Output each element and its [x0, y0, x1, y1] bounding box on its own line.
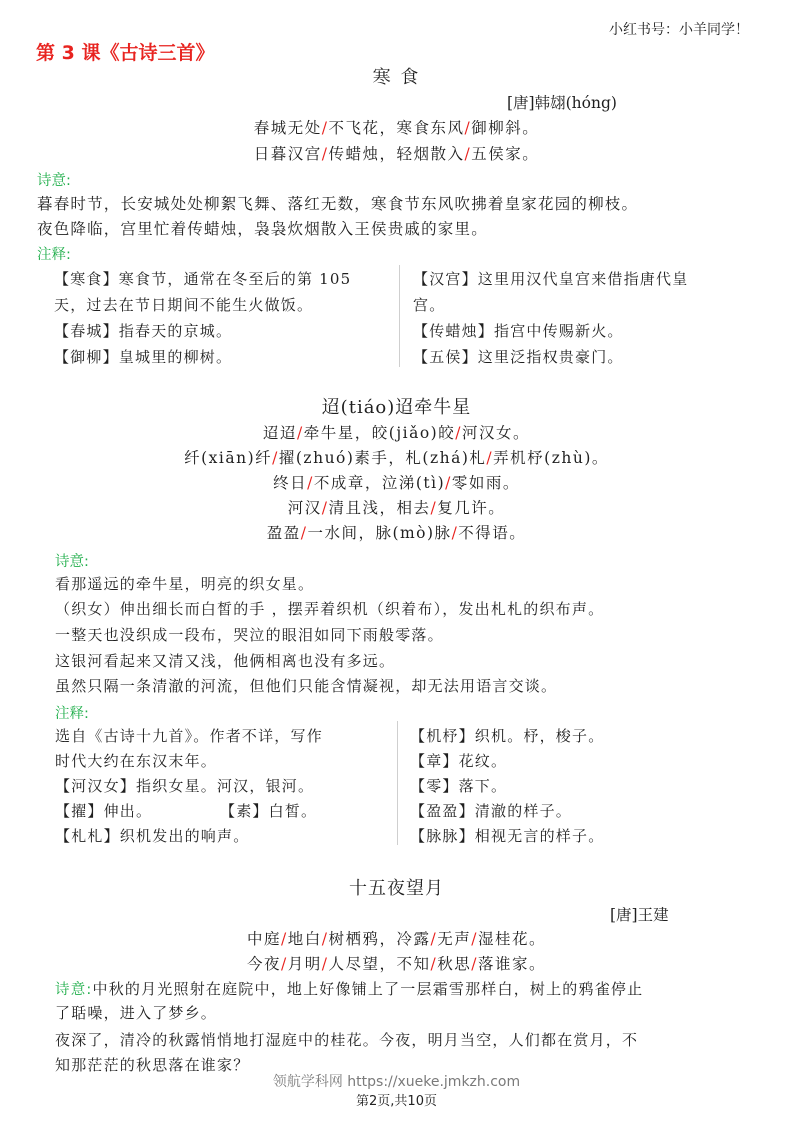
- pause-mark: /: [321, 145, 329, 163]
- page-number: 第2页,共10页: [356, 1094, 437, 1109]
- poem2-note-left-1: 选自《古诗十九首》。作者不详，写作: [55, 727, 323, 745]
- poem3-meaning-4: 知那茫茫的秋思落在谁家？: [55, 1056, 250, 1074]
- pause-mark: /: [321, 119, 329, 137]
- pause-mark: /: [430, 930, 438, 948]
- pause-mark: /: [321, 955, 329, 973]
- pause-mark: /: [471, 955, 478, 973]
- poem3-author: [唐]王建: [610, 906, 669, 924]
- poem3-line-1: 中庭/地白/树栖鸦，冷露/无声/湿桂花。: [246, 930, 546, 948]
- pause-mark: /: [321, 499, 329, 517]
- poem2-line-1: 迢迢/牵牛星，皎(jiǎo)皎/河汉女。: [263, 424, 530, 442]
- pause-mark: /: [321, 930, 329, 948]
- pause-mark: /: [281, 955, 288, 973]
- poem1-meaning-1: 暮春时节，长安城处处柳絮飞舞、落红无数，寒食节东风吹拂着皇家花园的柳枝。: [37, 195, 639, 213]
- poem2-note-right-2: 【章】花纹。: [410, 752, 508, 770]
- pause-mark: /: [464, 145, 472, 163]
- poem2-note-right-4: 【盈盈】清澈的样子。: [410, 802, 573, 820]
- pause-mark: /: [300, 524, 308, 542]
- poem2-meaning-label: 诗意:: [55, 554, 89, 570]
- pause-mark: /: [272, 449, 279, 467]
- poem3-meaning-1: 诗意:中秋的月光照射在庭院中，地上好像铺上了一层霜雪那样白，树上的鸦雀停止: [55, 980, 644, 998]
- poem2-line-5: 盈盈/一水间，脉(mò)脉/不得语。: [266, 524, 527, 542]
- poem2-meaning-5: 虽然只隔一条清澈的河流，但他们只能含情凝视，却无法用语言交谈。: [55, 677, 558, 695]
- poem1-notes-divider: [399, 265, 400, 367]
- poem1-author: [唐]韩翃(hóng): [507, 94, 617, 112]
- pause-mark: /: [307, 474, 314, 492]
- poem1-title: 寒 食: [372, 67, 421, 88]
- poem2-note-right-5: 【脉脉】相视无言的样子。: [410, 827, 605, 845]
- poem2-note-left-6: 【札札】织机发出的响声。: [55, 827, 250, 845]
- poem2-meaning-2: （织女）伸出细长而白皙的手 ，摆弄着织机（织着布），发出札札的织布声。: [55, 600, 605, 618]
- pause-mark: /: [430, 955, 438, 973]
- pause-mark: /: [430, 499, 438, 517]
- poem2-line-4: 河汉/清且浅，相去/复几许。: [287, 499, 506, 517]
- poem2-note-right-3: 【零】落下。: [410, 777, 508, 795]
- poem1-note-left-2: 天，过去在节日期间不能生火做饭。: [54, 296, 314, 314]
- poem3-meaning-2: 了聒噪，进入了梦乡。: [55, 1004, 218, 1022]
- poem3-title: 十五夜望月: [349, 878, 444, 899]
- poem2-title: 迢(tiáo)迢牵牛星: [321, 397, 472, 418]
- pause-mark: /: [297, 424, 304, 442]
- poem2-note-right-1: 【机杼】织机。杼，梭子。: [410, 727, 605, 745]
- poem1-note-right-4: 【五侯】这里泛指权贵豪门。: [413, 348, 624, 366]
- pause-mark: /: [486, 449, 494, 467]
- poem1-note-left-3: 【春城】指春天的京城。: [54, 322, 233, 340]
- pause-mark: /: [471, 930, 478, 948]
- poem1-meaning-2: 夜色降临，宫里忙着传蜡烛，袅袅炊烟散入王侯贵戚的家里。: [37, 220, 488, 238]
- poem1-note-left-4: 【御柳】皇城里的柳树。: [54, 348, 233, 366]
- poem1-note-left-1: 【寒食】寒食节，通常在冬至后的第 105: [54, 270, 352, 288]
- footer-watermark: 领航学科网 https://xueke.jmkzh.com: [272, 1074, 521, 1090]
- poem2-line-3: 终日/不成章，泣涕(tì)/零如雨。: [273, 474, 520, 492]
- poem2-note-left-2: 时代大约在东汉末年。: [55, 752, 218, 770]
- poem1-note-right-3: 【传蜡烛】指宫中传赐新火。: [413, 322, 624, 340]
- poem2-meaning-3: 一整天也没织成一段布，哭泣的眼泪如同下雨般零落。: [55, 626, 444, 644]
- poem3-line-2: 今夜/月明/人尽望，不知/秋思/落谁家。: [246, 955, 546, 973]
- poem3-meaning-label: 诗意:: [55, 982, 93, 998]
- poem1-line-1: 春城无处/不飞花，寒食东风/御柳斜。: [253, 119, 540, 137]
- poem1-meaning-label: 诗意:: [37, 173, 71, 189]
- poem2-note-left-3: 【河汉女】指织女星。河汉，银河。: [55, 777, 315, 795]
- source-tag: 小红书号：小羊同学！: [609, 22, 749, 38]
- poem2-notes-divider: [397, 721, 398, 845]
- pause-mark: /: [455, 424, 462, 442]
- poem2-notes-label: 注释:: [55, 706, 89, 722]
- poem2-meaning-4: 这银河看起来又清又浅，他俩相离也没有多远。: [55, 652, 396, 670]
- poem1-note-right-2: 宫。: [413, 296, 446, 314]
- lesson-title: 第 3 课《古诗三首》: [36, 42, 215, 64]
- poem2-note-left-5: 【素】白皙。: [220, 802, 318, 820]
- poem2-note-left-4: 【擢】伸出。: [55, 802, 153, 820]
- poem2-line-2: 纤(xiān)纤/擢(zhuó)素手，札(zhá)札/弄机杼(zhù)。: [184, 449, 609, 467]
- poem1-line-2: 日暮汉宫/传蜡烛，轻烟散入/五侯家。: [253, 145, 540, 163]
- pause-mark: /: [464, 119, 472, 137]
- pause-mark: /: [281, 930, 288, 948]
- poem1-notes-label: 注释:: [37, 247, 71, 263]
- pause-mark: /: [445, 474, 452, 492]
- pause-mark: /: [451, 524, 459, 542]
- poem1-note-right-1: 【汉宫】这里用汉代皇宫来借指唐代皇: [413, 270, 689, 288]
- poem3-meaning-3: 夜深了，清冷的秋露悄悄地打湿庭中的桂花。今夜，明月当空，人们都在赏月，不: [55, 1031, 639, 1049]
- poem2-meaning-1: 看那遥远的牵牛星，明亮的织女星。: [55, 575, 315, 593]
